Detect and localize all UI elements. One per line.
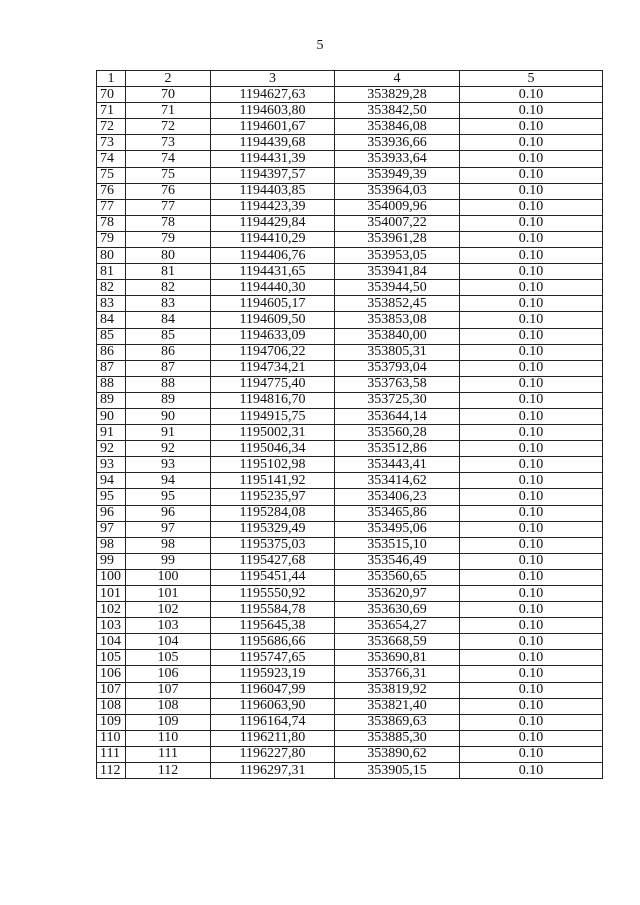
table-cell-col-3: 1194609,50 xyxy=(211,312,335,328)
table-cell-col-1: 73 xyxy=(97,135,126,151)
table-cell-col-4: 353560,65 xyxy=(335,569,460,585)
table-cell-col-2: 88 xyxy=(126,376,211,392)
table-cell-col-1: 97 xyxy=(97,521,126,537)
table-cell-col-4: 354009,96 xyxy=(335,199,460,215)
table-cell-col-5: 0.10 xyxy=(460,344,603,360)
table-cell-col-1: 104 xyxy=(97,634,126,650)
table-cell-col-3: 1194627,63 xyxy=(211,87,335,103)
table-row xyxy=(97,360,603,376)
table-cell-col-5: 0.10 xyxy=(460,135,603,151)
table-cell-col-3: 1194406,76 xyxy=(211,248,335,264)
table-cell-col-3: 1194734,21 xyxy=(211,360,335,376)
table-row xyxy=(97,425,603,441)
table-cell-col-2: 108 xyxy=(126,698,211,714)
table-cell-col-5: 0.10 xyxy=(460,586,603,602)
table-cell-col-5: 0.10 xyxy=(460,489,603,505)
table-cell-col-4: 353414,62 xyxy=(335,473,460,489)
table-cell-col-3: 1195427,68 xyxy=(211,553,335,569)
table-cell-col-5: 0.10 xyxy=(460,553,603,569)
table-cell-col-4: 353853,08 xyxy=(335,312,460,328)
table-cell-col-5: 0.10 xyxy=(460,215,603,231)
table-cell-col-1: 111 xyxy=(97,746,126,762)
table-cell-col-5: 0.10 xyxy=(460,296,603,312)
table-cell-col-5: 0.10 xyxy=(460,248,603,264)
table-row xyxy=(97,714,603,730)
table-cell-col-5: 0.10 xyxy=(460,569,603,585)
table-cell-col-4: 353766,31 xyxy=(335,666,460,682)
table-cell-col-4: 353560,28 xyxy=(335,425,460,441)
table-cell-col-2: 83 xyxy=(126,296,211,312)
table-cell-col-1: 82 xyxy=(97,280,126,296)
table-cell-col-2: 102 xyxy=(126,602,211,618)
header-cell-2: 2 xyxy=(126,71,211,87)
table-cell-col-4: 353949,39 xyxy=(335,167,460,183)
table-cell-col-2: 92 xyxy=(126,441,211,457)
table-cell-col-4: 353936,66 xyxy=(335,135,460,151)
header-cell-4: 4 xyxy=(335,71,460,87)
table-cell-col-3: 1194775,40 xyxy=(211,376,335,392)
table-cell-col-3: 1195645,38 xyxy=(211,618,335,634)
table-cell-col-2: 77 xyxy=(126,199,211,215)
table-row xyxy=(97,650,603,666)
table-row xyxy=(97,586,603,602)
table-cell-col-3: 1196211,80 xyxy=(211,730,335,746)
table-cell-col-5: 0.10 xyxy=(460,634,603,650)
table-cell-col-2: 100 xyxy=(126,569,211,585)
table-cell-col-4: 353512,86 xyxy=(335,441,460,457)
table-cell-col-1: 94 xyxy=(97,473,126,489)
table-row xyxy=(97,199,603,215)
table-cell-col-4: 353933,64 xyxy=(335,151,460,167)
table-cell-col-3: 1194431,39 xyxy=(211,151,335,167)
table-cell-col-2: 101 xyxy=(126,586,211,602)
table-cell-col-3: 1195686,66 xyxy=(211,634,335,650)
table-cell-col-3: 1195141,92 xyxy=(211,473,335,489)
coordinates-table-body xyxy=(97,71,603,779)
table-cell-col-5: 0.10 xyxy=(460,763,603,779)
table-cell-col-4: 353944,50 xyxy=(335,280,460,296)
table-cell-col-4: 354007,22 xyxy=(335,215,460,231)
table-cell-col-2: 76 xyxy=(126,183,211,199)
table-cell-col-5: 0.10 xyxy=(460,698,603,714)
table-cell-col-4: 353821,40 xyxy=(335,698,460,714)
table-cell-col-3: 1194706,22 xyxy=(211,344,335,360)
table-cell-col-2: 110 xyxy=(126,730,211,746)
table-cell-col-4: 353668,59 xyxy=(335,634,460,650)
table-cell-col-1: 79 xyxy=(97,231,126,247)
table-cell-col-3: 1196227,80 xyxy=(211,746,335,762)
table-cell-col-2: 104 xyxy=(126,634,211,650)
table-cell-col-4: 353443,41 xyxy=(335,457,460,473)
table-cell-col-2: 82 xyxy=(126,280,211,296)
table-cell-col-2: 103 xyxy=(126,618,211,634)
table-row xyxy=(97,457,603,473)
table-cell-col-5: 0.10 xyxy=(460,392,603,408)
table-cell-col-2: 71 xyxy=(126,103,211,119)
table-cell-col-2: 73 xyxy=(126,135,211,151)
table-cell-col-3: 1194440,30 xyxy=(211,280,335,296)
table-cell-col-4: 353819,92 xyxy=(335,682,460,698)
table-cell-col-4: 353644,14 xyxy=(335,408,460,424)
table-cell-col-3: 1195550,92 xyxy=(211,586,335,602)
table-cell-col-2: 93 xyxy=(126,457,211,473)
table-cell-col-5: 0.10 xyxy=(460,328,603,344)
table-cell-col-3: 1194601,67 xyxy=(211,119,335,135)
table-cell-col-2: 80 xyxy=(126,248,211,264)
table-cell-col-5: 0.10 xyxy=(460,264,603,280)
table-cell-col-3: 1196164,74 xyxy=(211,714,335,730)
table-row xyxy=(97,280,603,296)
table-row xyxy=(97,296,603,312)
table-row xyxy=(97,666,603,682)
table-cell-col-2: 87 xyxy=(126,360,211,376)
table-cell-col-2: 109 xyxy=(126,714,211,730)
table-cell-col-5: 0.10 xyxy=(460,521,603,537)
table-cell-col-5: 0.10 xyxy=(460,280,603,296)
table-cell-col-1: 86 xyxy=(97,344,126,360)
table-cell-col-2: 81 xyxy=(126,264,211,280)
table-cell-col-2: 90 xyxy=(126,408,211,424)
table-cell-col-5: 0.10 xyxy=(460,650,603,666)
table-cell-col-3: 1195584,78 xyxy=(211,602,335,618)
table-cell-col-5: 0.10 xyxy=(460,231,603,247)
table-cell-col-1: 109 xyxy=(97,714,126,730)
table-cell-col-4: 353964,03 xyxy=(335,183,460,199)
table-cell-col-2: 79 xyxy=(126,231,211,247)
table-cell-col-2: 99 xyxy=(126,553,211,569)
table-cell-col-3: 1195284,08 xyxy=(211,505,335,521)
table-cell-col-3: 1194439,68 xyxy=(211,135,335,151)
header-cell-3: 3 xyxy=(211,71,335,87)
table-cell-col-4: 353869,63 xyxy=(335,714,460,730)
page-number: 5 xyxy=(316,38,324,53)
table-row xyxy=(97,553,603,569)
table-cell-col-4: 353690,81 xyxy=(335,650,460,666)
table-cell-col-3: 1194605,17 xyxy=(211,296,335,312)
table-cell-col-5: 0.10 xyxy=(460,714,603,730)
table-cell-col-1: 85 xyxy=(97,328,126,344)
table-cell-col-1: 103 xyxy=(97,618,126,634)
table-cell-col-1: 93 xyxy=(97,457,126,473)
table-cell-col-1: 75 xyxy=(97,167,126,183)
table-cell-col-4: 353890,62 xyxy=(335,746,460,762)
table-cell-col-5: 0.10 xyxy=(460,119,603,135)
table-cell-col-3: 1195451,44 xyxy=(211,569,335,585)
table-cell-col-5: 0.10 xyxy=(460,618,603,634)
table-cell-col-2: 89 xyxy=(126,392,211,408)
table-row xyxy=(97,167,603,183)
table-cell-col-1: 105 xyxy=(97,650,126,666)
table-cell-col-5: 0.10 xyxy=(460,505,603,521)
table-cell-col-1: 96 xyxy=(97,505,126,521)
table-cell-col-3: 1195329,49 xyxy=(211,521,335,537)
table-cell-col-1: 70 xyxy=(97,87,126,103)
table-cell-col-2: 107 xyxy=(126,682,211,698)
table-cell-col-1: 91 xyxy=(97,425,126,441)
table-row xyxy=(97,392,603,408)
table-cell-col-1: 112 xyxy=(97,763,126,779)
table-row xyxy=(97,763,603,779)
table-cell-col-1: 92 xyxy=(97,441,126,457)
table-row xyxy=(97,441,603,457)
table-row xyxy=(97,87,603,103)
table-cell-col-2: 74 xyxy=(126,151,211,167)
table-row xyxy=(97,489,603,505)
table-cell-col-2: 70 xyxy=(126,87,211,103)
table-row xyxy=(97,618,603,634)
table-cell-col-4: 353406,23 xyxy=(335,489,460,505)
table-cell-col-1: 71 xyxy=(97,103,126,119)
table-cell-col-1: 83 xyxy=(97,296,126,312)
table-cell-col-5: 0.10 xyxy=(460,425,603,441)
table-row xyxy=(97,505,603,521)
table-cell-col-3: 1195046,34 xyxy=(211,441,335,457)
table-cell-col-4: 353654,27 xyxy=(335,618,460,634)
table-cell-col-1: 98 xyxy=(97,537,126,553)
table-cell-col-3: 1194410,29 xyxy=(211,231,335,247)
table-row xyxy=(97,634,603,650)
header-cell-5: 5 xyxy=(460,71,603,87)
table-cell-col-1: 95 xyxy=(97,489,126,505)
table-cell-col-3: 1196297,31 xyxy=(211,763,335,779)
table-cell-col-3: 1194429,84 xyxy=(211,215,335,231)
table-cell-col-3: 1196047,99 xyxy=(211,682,335,698)
table-cell-col-1: 87 xyxy=(97,360,126,376)
table-cell-col-1: 89 xyxy=(97,392,126,408)
table-cell-col-1: 84 xyxy=(97,312,126,328)
table-cell-col-3: 1194423,39 xyxy=(211,199,335,215)
table-cell-col-5: 0.10 xyxy=(460,746,603,762)
table-cell-col-1: 106 xyxy=(97,666,126,682)
table-row xyxy=(97,312,603,328)
table-cell-col-3: 1195923,19 xyxy=(211,666,335,682)
table-cell-col-3: 1194816,70 xyxy=(211,392,335,408)
table-cell-col-4: 353495,06 xyxy=(335,521,460,537)
table-cell-col-2: 95 xyxy=(126,489,211,505)
table-cell-col-2: 96 xyxy=(126,505,211,521)
table-row xyxy=(97,231,603,247)
table-row xyxy=(97,248,603,264)
table-cell-col-3: 1194603,80 xyxy=(211,103,335,119)
table-cell-col-5: 0.10 xyxy=(460,376,603,392)
table-cell-col-1: 80 xyxy=(97,248,126,264)
table-row xyxy=(97,103,603,119)
table-cell-col-2: 97 xyxy=(126,521,211,537)
table-cell-col-2: 85 xyxy=(126,328,211,344)
table-row xyxy=(97,746,603,762)
table-cell-col-2: 86 xyxy=(126,344,211,360)
table-cell-col-5: 0.10 xyxy=(460,312,603,328)
table-cell-col-5: 0.10 xyxy=(460,167,603,183)
table-cell-col-2: 98 xyxy=(126,537,211,553)
table-cell-col-4: 353961,28 xyxy=(335,231,460,247)
table-cell-col-5: 0.10 xyxy=(460,183,603,199)
table-cell-col-1: 101 xyxy=(97,586,126,602)
table-cell-col-4: 353953,05 xyxy=(335,248,460,264)
table-cell-col-2: 106 xyxy=(126,666,211,682)
table-cell-col-3: 1195747,65 xyxy=(211,650,335,666)
table-cell-col-2: 112 xyxy=(126,763,211,779)
table-cell-col-2: 94 xyxy=(126,473,211,489)
table-cell-col-4: 353846,08 xyxy=(335,119,460,135)
table-cell-col-5: 0.10 xyxy=(460,103,603,119)
table-row xyxy=(97,135,603,151)
table-cell-col-5: 0.10 xyxy=(460,360,603,376)
table-cell-col-4: 353840,00 xyxy=(335,328,460,344)
table-row xyxy=(97,151,603,167)
table-cell-col-3: 1194915,75 xyxy=(211,408,335,424)
table-row xyxy=(97,682,603,698)
table-cell-col-1: 88 xyxy=(97,376,126,392)
table-row xyxy=(97,730,603,746)
table-row xyxy=(97,521,603,537)
header-cell-1: 1 xyxy=(97,71,126,87)
table-cell-col-5: 0.10 xyxy=(460,151,603,167)
table-cell-col-5: 0.10 xyxy=(460,199,603,215)
table-cell-col-5: 0.10 xyxy=(460,602,603,618)
table-cell-col-5: 0.10 xyxy=(460,457,603,473)
table-row xyxy=(97,328,603,344)
table-row xyxy=(97,376,603,392)
table-cell-col-4: 353829,28 xyxy=(335,87,460,103)
table-row xyxy=(97,119,603,135)
table-cell-col-4: 353620,97 xyxy=(335,586,460,602)
table-cell-col-1: 77 xyxy=(97,199,126,215)
table-cell-col-5: 0.10 xyxy=(460,87,603,103)
table-cell-col-1: 90 xyxy=(97,408,126,424)
table-cell-col-4: 353805,31 xyxy=(335,344,460,360)
table-row xyxy=(97,408,603,424)
table-cell-col-5: 0.10 xyxy=(460,666,603,682)
table-header-row xyxy=(97,71,603,87)
table-cell-col-1: 110 xyxy=(97,730,126,746)
table-cell-col-4: 353725,30 xyxy=(335,392,460,408)
table-cell-col-4: 353546,49 xyxy=(335,553,460,569)
table-row xyxy=(97,602,603,618)
table-cell-col-4: 353905,15 xyxy=(335,763,460,779)
table-cell-col-2: 78 xyxy=(126,215,211,231)
table-cell-col-4: 353793,04 xyxy=(335,360,460,376)
table-cell-col-4: 353763,58 xyxy=(335,376,460,392)
table-row xyxy=(97,215,603,231)
table-cell-col-4: 353842,50 xyxy=(335,103,460,119)
table-cell-col-3: 1194403,85 xyxy=(211,183,335,199)
table-cell-col-4: 353515,10 xyxy=(335,537,460,553)
table-row xyxy=(97,698,603,714)
table-cell-col-1: 74 xyxy=(97,151,126,167)
coordinates-table xyxy=(96,70,603,779)
table-cell-col-1: 100 xyxy=(97,569,126,585)
table-cell-col-2: 111 xyxy=(126,746,211,762)
table-cell-col-1: 81 xyxy=(97,264,126,280)
table-cell-col-3: 1195235,97 xyxy=(211,489,335,505)
table-cell-col-1: 78 xyxy=(97,215,126,231)
table-row xyxy=(97,183,603,199)
table-row xyxy=(97,344,603,360)
table-cell-col-3: 1194431,65 xyxy=(211,264,335,280)
table-cell-col-2: 84 xyxy=(126,312,211,328)
table-cell-col-5: 0.10 xyxy=(460,473,603,489)
table-cell-col-5: 0.10 xyxy=(460,408,603,424)
table-cell-col-4: 353630,69 xyxy=(335,602,460,618)
table-row xyxy=(97,537,603,553)
table-cell-col-2: 75 xyxy=(126,167,211,183)
table-cell-col-4: 353885,30 xyxy=(335,730,460,746)
table-cell-col-4: 353941,84 xyxy=(335,264,460,280)
table-cell-col-5: 0.10 xyxy=(460,441,603,457)
table-cell-col-5: 0.10 xyxy=(460,537,603,553)
table-cell-col-3: 1194633,09 xyxy=(211,328,335,344)
table-cell-col-1: 102 xyxy=(97,602,126,618)
table-cell-col-3: 1194397,57 xyxy=(211,167,335,183)
table-cell-col-5: 0.10 xyxy=(460,730,603,746)
table-cell-col-3: 1196063,90 xyxy=(211,698,335,714)
table-cell-col-4: 353852,45 xyxy=(335,296,460,312)
table-cell-col-2: 105 xyxy=(126,650,211,666)
table-cell-col-3: 1195375,03 xyxy=(211,537,335,553)
table-cell-col-5: 0.10 xyxy=(460,682,603,698)
table-cell-col-1: 99 xyxy=(97,553,126,569)
table-cell-col-1: 107 xyxy=(97,682,126,698)
table-cell-col-1: 108 xyxy=(97,698,126,714)
table-row xyxy=(97,569,603,585)
table-row xyxy=(97,264,603,280)
table-cell-col-4: 353465,86 xyxy=(335,505,460,521)
table-row xyxy=(97,473,603,489)
table-cell-col-3: 1195102,98 xyxy=(211,457,335,473)
table-cell-col-1: 72 xyxy=(97,119,126,135)
table-cell-col-2: 72 xyxy=(126,119,211,135)
table-cell-col-3: 1195002,31 xyxy=(211,425,335,441)
table-cell-col-1: 76 xyxy=(97,183,126,199)
table-cell-col-2: 91 xyxy=(126,425,211,441)
